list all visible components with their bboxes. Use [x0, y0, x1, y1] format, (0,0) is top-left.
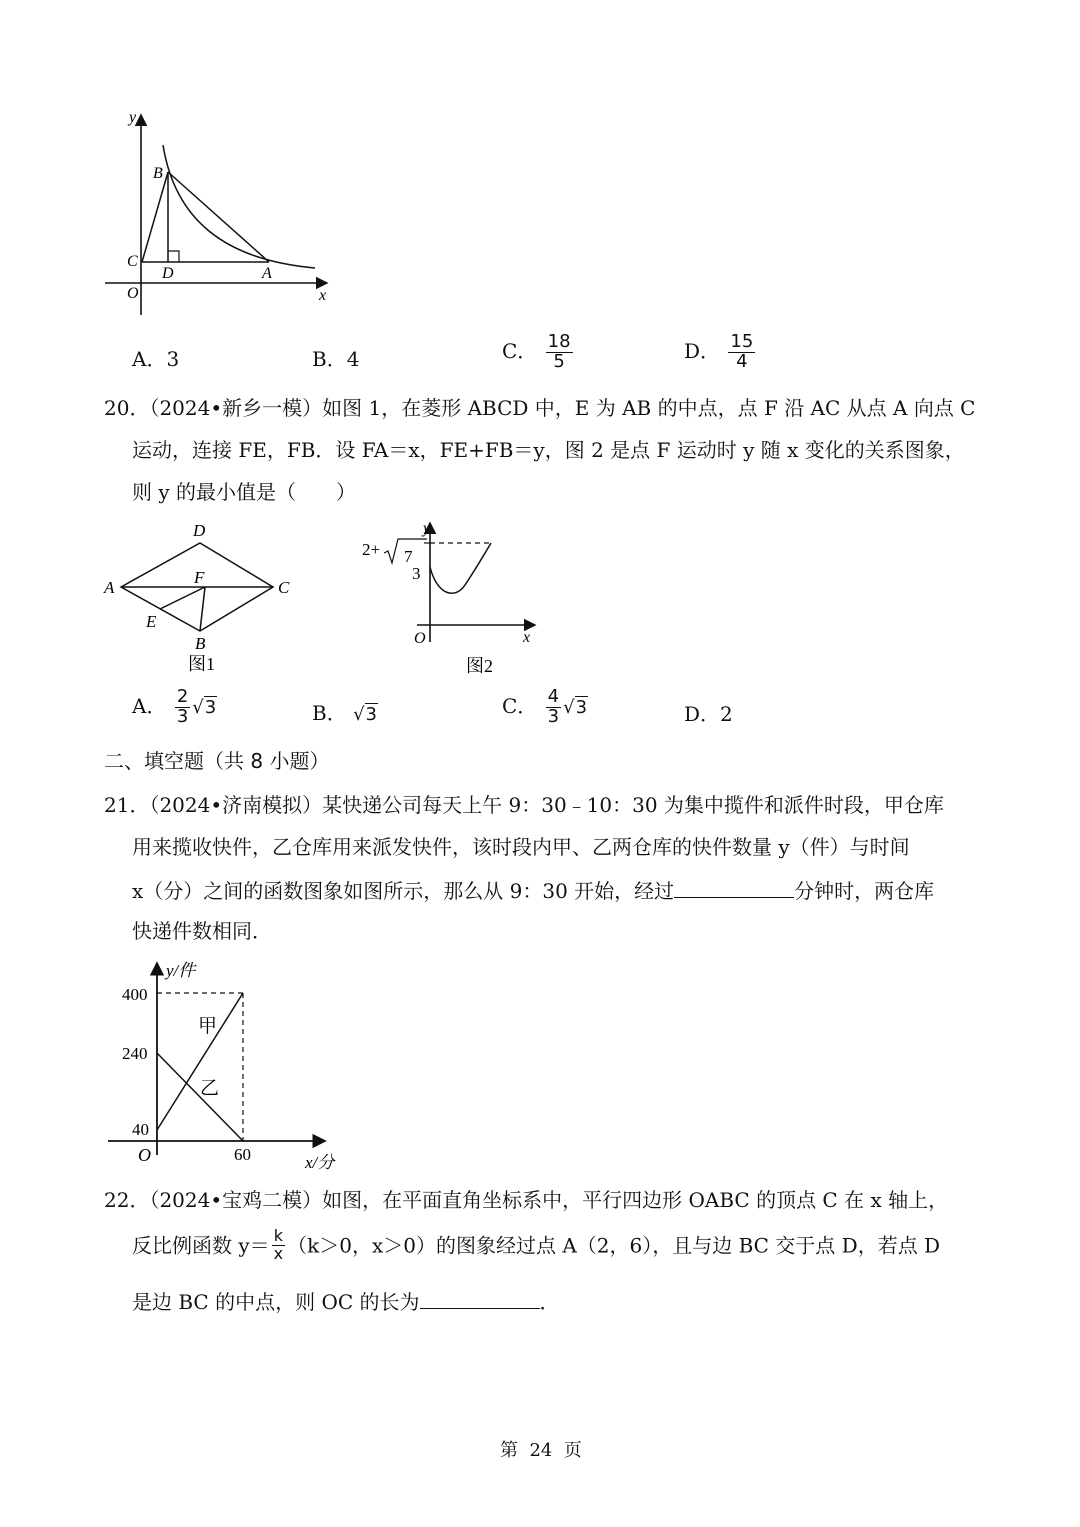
- figure-q19: [95, 100, 345, 325]
- label-2-plus: 2+: [362, 540, 381, 559]
- q20-line-2: 运动，连接 FE，FB．设 FA＝x，FE+FB＝y，图 2 是点 F 运动时 y 随 x 变化的关系图象，: [132, 438, 965, 462]
- label-x-axis: x/分: [305, 1153, 335, 1172]
- q21-line-3: x（分）之间的函数图象如图所示，那么从 9：30 开始，经过 分钟时，两仓库: [132, 879, 935, 903]
- label-a: A: [262, 265, 272, 282]
- label-d: D: [162, 265, 174, 282]
- label-a: A: [104, 578, 115, 597]
- label-c: C: [278, 578, 290, 597]
- label-yi: 乙: [200, 1078, 220, 1099]
- q19-option-a: A．3: [132, 347, 180, 371]
- sqrt: √3: [353, 704, 377, 725]
- figure-q20-1: [95, 515, 310, 680]
- fraction: $\frac{18}{5}$: [547, 331, 571, 372]
- segment-ef: [160, 587, 205, 609]
- figure-q21: [100, 955, 360, 1175]
- right-angle-mark: [168, 251, 179, 262]
- label-f: F: [194, 568, 205, 587]
- label-jia: 甲: [198, 1016, 218, 1037]
- label-sqrt-7: 7: [404, 547, 413, 566]
- line-jia: [157, 993, 243, 1130]
- q21-line-1: 21．（2024•济南模拟）某快递公司每天上午 9：30﹣10：30 为集中揽件和派件时段，甲仓库: [104, 793, 944, 817]
- label-x: x: [319, 287, 327, 304]
- q20-option-a: A． $\frac{2}{3}$ √3: [132, 686, 217, 727]
- fraction: $\frac{k}{x}$: [273, 1226, 284, 1263]
- q22-line-3: 是边 BC 的中点，则 OC 的长为 ．: [132, 1290, 560, 1314]
- answer-blank[interactable]: [674, 879, 794, 898]
- label-b: B: [153, 165, 163, 182]
- curve: [163, 145, 315, 268]
- label-3: 3: [412, 564, 421, 583]
- segment-ba: [168, 172, 269, 262]
- label-o: O: [138, 1145, 151, 1165]
- q20-line-1: 20．（2024•新乡一模）如图 1，在菱形 ABCD 中，E 为 AB 的中点，点 F 沿 AC 从点 A 向点 C: [104, 396, 976, 420]
- page-number: 第 24 页: [500, 1440, 582, 1461]
- label-x: x: [523, 629, 531, 646]
- figure-q20-2: [355, 515, 550, 680]
- segment-fb: [200, 587, 205, 631]
- answer-blank[interactable]: [420, 1290, 540, 1309]
- label-o: O: [127, 285, 139, 302]
- sqrt: √3: [192, 696, 217, 718]
- figure-caption: 图1: [188, 654, 215, 674]
- label-d: D: [193, 521, 206, 540]
- fraction: $\frac{4}{3}$: [547, 686, 560, 727]
- q19-option-b: B．4: [312, 347, 360, 371]
- parabola-curve: [430, 543, 491, 593]
- q19-option-d: D． $\frac{15}{4}$: [684, 331, 754, 372]
- label-y: y: [129, 109, 137, 126]
- segment-cb: [142, 172, 168, 262]
- q20-option-b: B． √3: [312, 701, 377, 725]
- label-o: O: [414, 630, 426, 647]
- q21-line-2: 用来揽收快件，乙仓库用来派发快件，该时段内甲、乙两仓库的快件数量 y（件）与时间: [132, 835, 910, 859]
- section-title: 二、填空题（共 8 小题）: [104, 749, 330, 773]
- q22-line-2: 反比例函数 y＝ $\frac{k}{x}$ （k＞0，x＞0）的图象经过点 A（2，6），且与边 BC 交于点 D，若点 D: [132, 1226, 941, 1263]
- label-400: 400: [122, 985, 148, 1004]
- label-e: E: [146, 612, 157, 631]
- sqrt: √3: [563, 696, 588, 718]
- fraction: $\frac{2}{3}$: [176, 686, 189, 727]
- label-60: 60: [234, 1145, 251, 1164]
- label-c: C: [127, 253, 138, 270]
- label-b: B: [195, 634, 206, 653]
- q21-line-4: 快递件数相同．: [132, 919, 272, 943]
- fraction: $\frac{15}{4}$: [730, 331, 754, 372]
- label-40: 40: [132, 1120, 149, 1139]
- label-240: 240: [122, 1044, 148, 1063]
- q20-line-3: 则 y 的最小值是（ ）: [132, 480, 357, 504]
- figure-caption: 图2: [466, 656, 493, 676]
- q20-option-d: D．2: [684, 702, 733, 726]
- q20-option-c: C． $\frac{4}{3}$ √3: [502, 686, 588, 727]
- label-y: y: [423, 520, 431, 537]
- q22-line-1: 22．（2024•宝鸡二模）如图，在平面直角坐标系中，平行四边形 OABC 的顶点 C 在 x 轴上，: [104, 1188, 949, 1212]
- q19-option-c: C． $\frac{18}{5}$: [502, 331, 571, 372]
- label-y-axis: y/件: [166, 961, 196, 980]
